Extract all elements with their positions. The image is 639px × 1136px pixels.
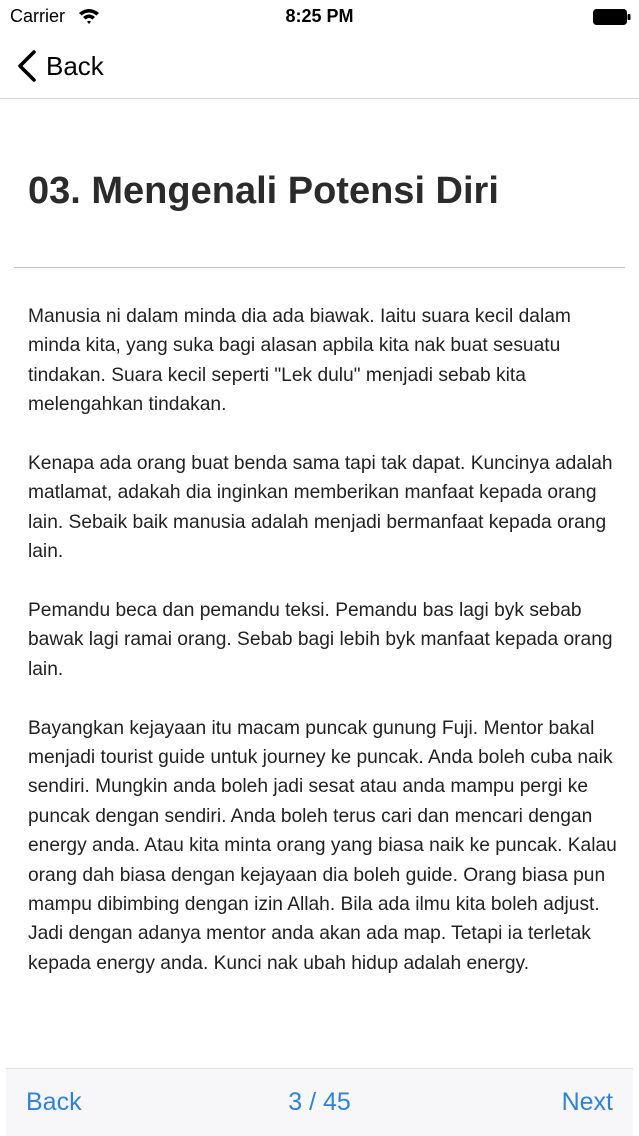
battery-icon	[593, 9, 631, 25]
article-paragraph: Kenapa ada orang buat benda sama tapi tak dapat. Kuncinya adalah matlamat, adakah dia inginkan memberikan manfaat kepada orang lain. Sebaik baik manusia adalah menjadi bermanfaat kepada orang lain.	[28, 453, 613, 563]
carrier-label: Carrier	[10, 6, 66, 26]
next-page-button[interactable]: Next	[561, 1088, 613, 1116]
title-divider	[14, 267, 625, 268]
article-paragraph: Manusia ni dalam minda dia ada biawak. Iaitu suara kecil dalam minda kita, yang suka bagi alasan apbila kita nak buat sesuatu tindakan. Suara kecil seperti "Lek dulu" menjadi sebab kita melengahkan tindakan.	[28, 306, 571, 416]
article-body	[28, 302, 618, 1008]
chevron-left-icon	[16, 49, 38, 83]
page-indicator: 3 / 45	[288, 1088, 351, 1116]
nav-back-label: Back	[46, 50, 104, 81]
previous-page-button[interactable]: Back	[26, 1088, 82, 1116]
nav-back-button[interactable]	[16, 48, 104, 84]
article-paragraph: Pemandu beca dan pemandu teksi. Pemandu bas lagi byk sebab bawak lagi ramai orang. Sebab bagi lebih byk manfaat kepada orang lain.	[28, 600, 613, 680]
article-paragraph: Bayangkan kejayaan itu macam puncak gunung Fuji. Mentor bakal menjadi tourist guide untuk journey ke puncak. Anda boleh cuba naik sendiri. Mungkin anda boleh jadi sesat atau anda mampu pergi ke puncak dengan sendiri. Anda boleh terus cari dan mencari dengan energy anda. Atau kita minta orang yang biasa naik ke puncak. Kalau orang dah biasa dengan kejayaan dia boleh guide. Orang biasa pun mampu dibimbing dengan izin Allah. Bila ada ilmu kita boleh adjust. Jadi dengan adanya mentor anda akan ada map. Tetapi ia terletak kepada energy anda. Kunci nak ubah hidup adalah energy.	[28, 717, 617, 974]
status-bar	[0, 0, 639, 34]
bottom-toolbar	[6, 1068, 633, 1136]
navigation-bar	[0, 34, 639, 99]
status-time: 8:25 PM	[285, 6, 354, 26]
page-title: 03. Mengenali Potensi Diri	[28, 170, 499, 212]
